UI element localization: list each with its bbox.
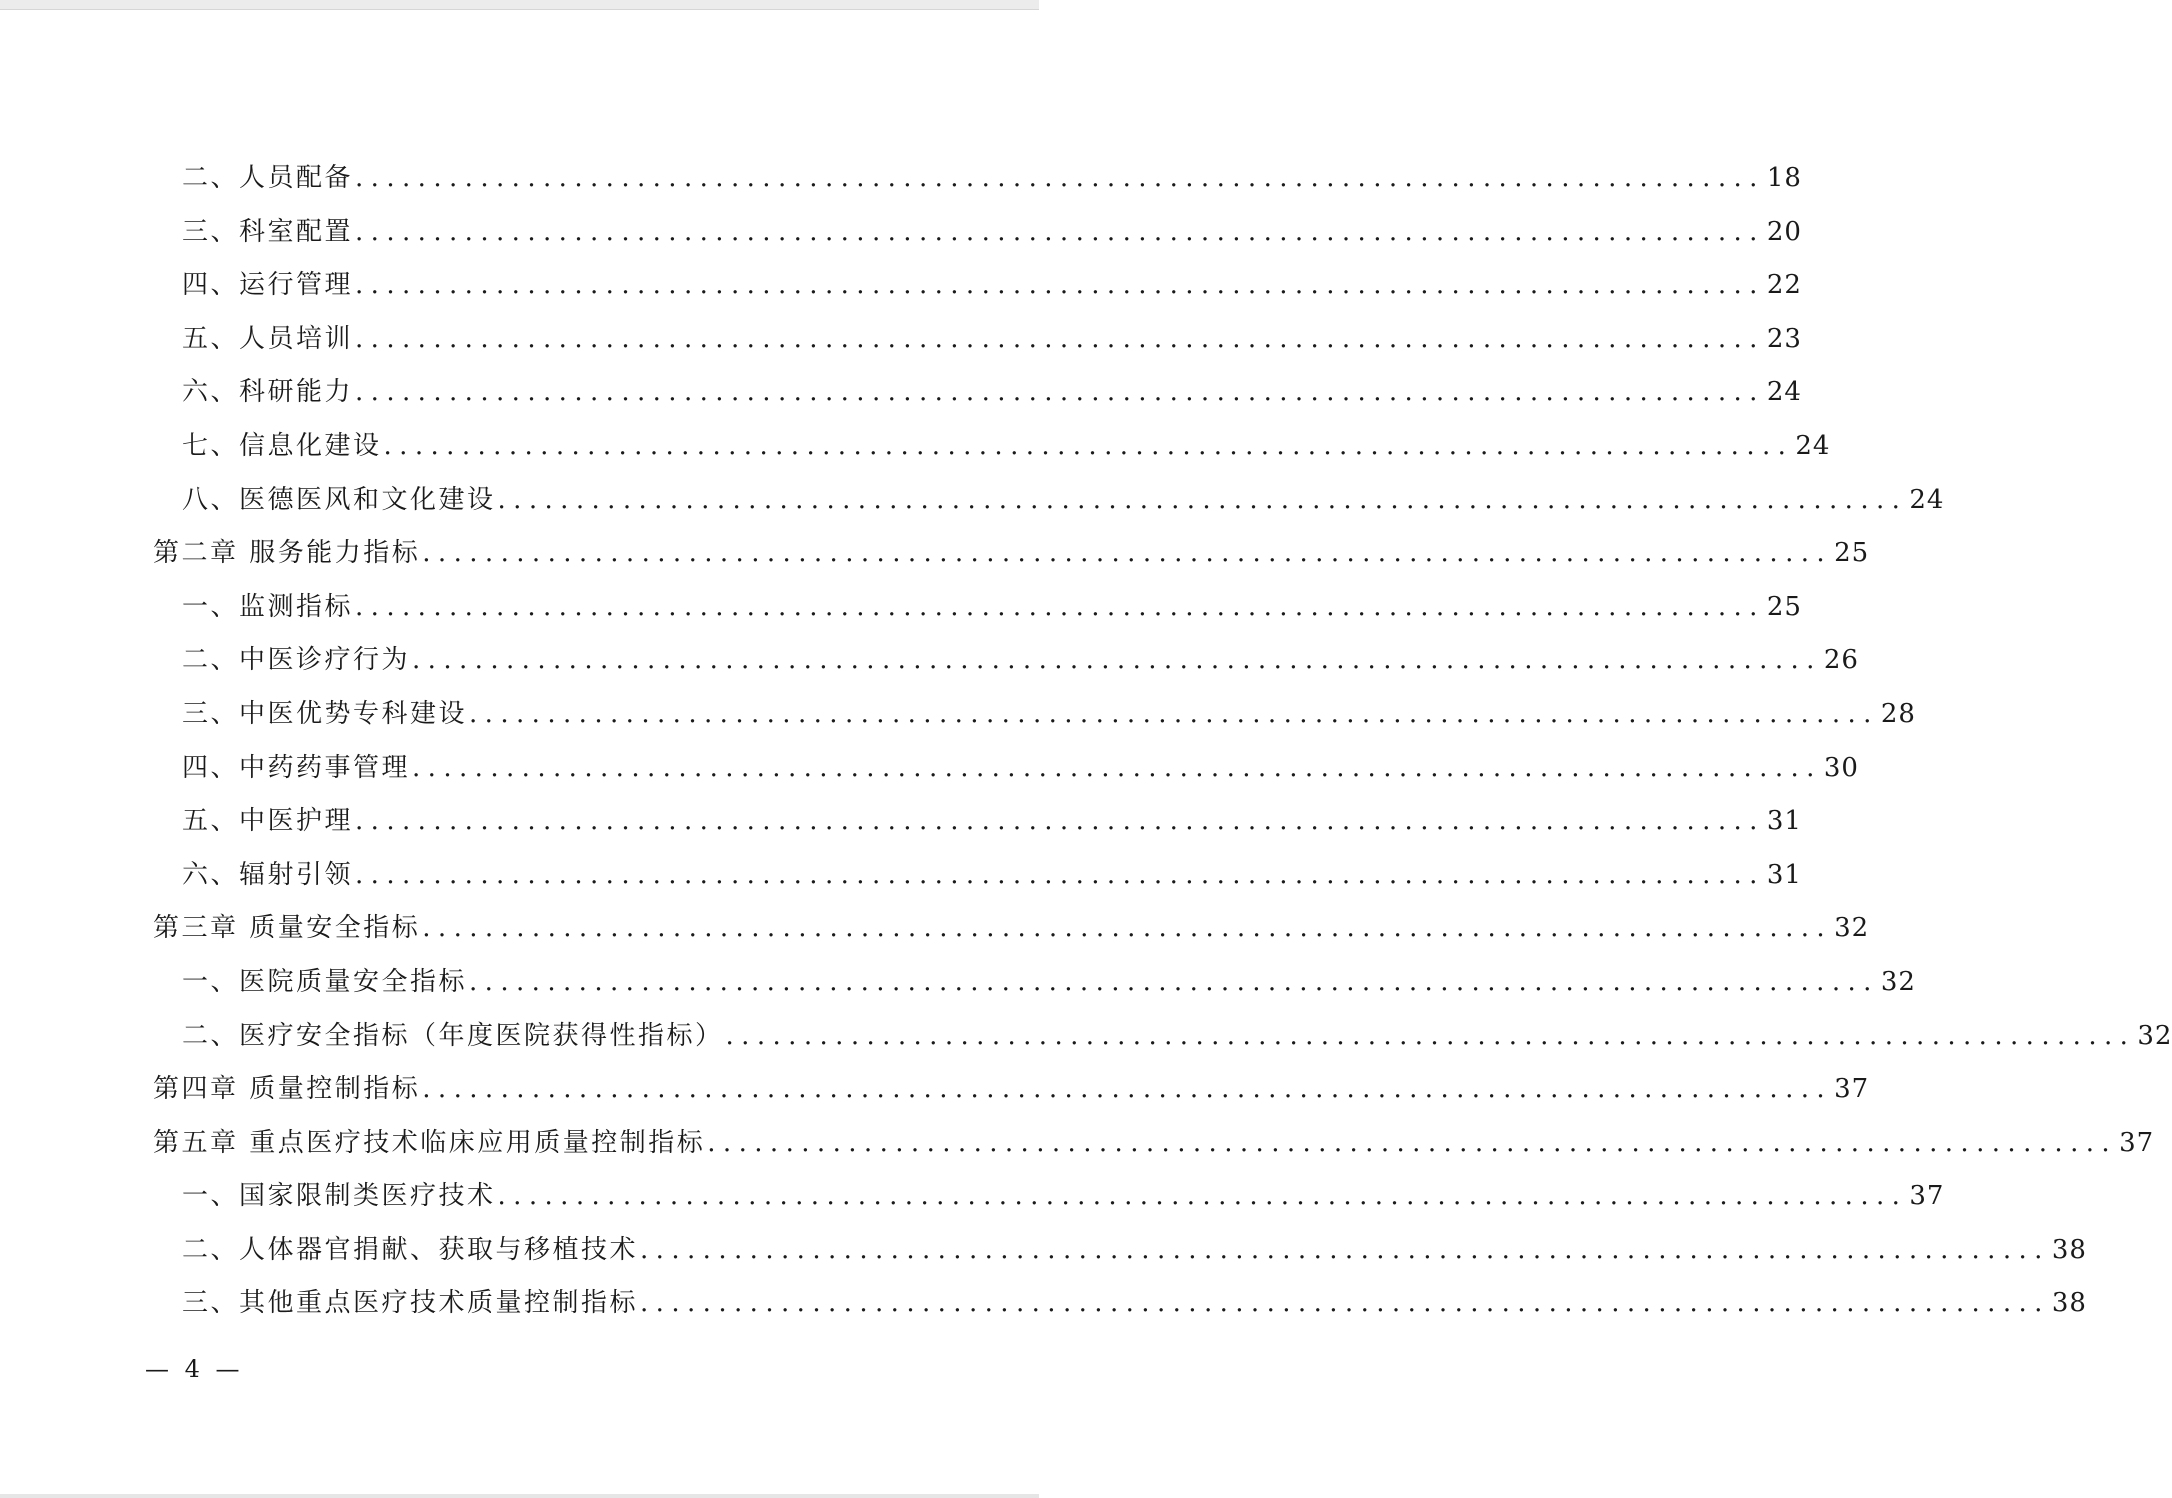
toc-dot-leader: ..........................................................................................: [640, 1288, 2050, 1319]
toc-dot-leader: ..........................................................................................: [355, 806, 1765, 837]
toc-chapter[interactable]: [0, 527, 1870, 581]
toc-entry-page: 22: [1766, 270, 1802, 301]
toc-entry[interactable]: [0, 206, 1802, 260]
viewer-bottom-edge: [0, 1494, 1039, 1498]
toc-dot-leader: ..........................................................................................: [355, 591, 1765, 622]
toc-entry-title: 三、其他重点医疗技术质量控制指标: [182, 1288, 639, 1319]
toc-entry-page: 23: [1766, 323, 1802, 354]
toc-entry-title: 六、辐射引领: [182, 859, 354, 890]
toc-chapter[interactable]: [0, 1063, 1870, 1117]
toc-chapter-title: 第三章 质量安全指标: [153, 913, 421, 944]
toc-entry[interactable]: [0, 1277, 2087, 1331]
toc-entry-page: 31: [1766, 806, 1802, 837]
toc-entry-title: 四、中药药事管理: [182, 752, 411, 783]
toc-chapter-page: 25: [1834, 538, 1870, 569]
toc-entry-page: 25: [1766, 591, 1802, 622]
viewer-top-edge: [0, 0, 1039, 10]
toc-entry-title: 二、医疗安全指标（年度医院获得性指标）: [182, 1020, 724, 1051]
toc-entry-title: 五、人员培训: [182, 323, 354, 354]
toc-dot-leader: ..........................................................................................: [640, 1234, 2050, 1265]
toc-entry[interactable]: [0, 1224, 2087, 1278]
toc-entry-page: 31: [1766, 859, 1802, 890]
toc-entry[interactable]: [0, 1010, 2172, 1064]
toc-entry-page: 32: [2137, 1020, 2172, 1051]
toc-entry-title: 二、人员配备: [182, 163, 354, 193]
toc-entry-title: 五、中医护理: [182, 806, 354, 837]
toc-dot-leader: ..........................................................................................: [469, 698, 1879, 729]
toc-entry[interactable]: [0, 152, 1802, 206]
toc-dot-leader: ..........................................................................................: [355, 377, 1765, 408]
toc-entry-page: 37: [1909, 1181, 1945, 1212]
toc-dot-leader: ..........................................................................................: [412, 645, 1822, 676]
toc-entry[interactable]: [0, 634, 1859, 688]
toc-entry-title: 二、中医诊疗行为: [182, 645, 411, 676]
toc-dot-leader: ..........................................................................................: [707, 1127, 2118, 1158]
toc-entry-page: 24: [1766, 377, 1802, 408]
toc-dot-leader: ..........................................................................................: [725, 1020, 2136, 1051]
toc-entry-page: 24: [1909, 484, 1945, 515]
toc-dot-leader: ..........................................................................................: [355, 859, 1765, 890]
toc-dot-leader: ..........................................................................................: [469, 966, 1879, 997]
toc-entry-page: 28: [1880, 698, 1916, 729]
toc-entry[interactable]: [0, 956, 1916, 1010]
toc-entry-title: 一、国家限制类医疗技术: [182, 1181, 496, 1212]
toc-entry-title: 一、监测指标: [182, 591, 354, 622]
toc-dot-leader: ..........................................................................................: [497, 484, 1908, 515]
toc-chapter[interactable]: [0, 902, 1870, 956]
toc-chapter-page: 32: [1834, 913, 1870, 944]
toc-dot-leader: ..........................................................................................: [422, 913, 1833, 944]
toc-entry[interactable]: [0, 259, 1802, 313]
toc-entry[interactable]: [0, 1170, 1945, 1224]
toc-entry-page: 38: [2051, 1234, 2087, 1265]
toc-chapter[interactable]: [0, 1117, 2155, 1171]
toc-entry-page: 30: [1823, 752, 1859, 783]
toc-entry-title: 八、医德医风和文化建设: [182, 484, 496, 515]
toc-entry[interactable]: [0, 420, 1831, 474]
toc-dot-leader: ..........................................................................................: [422, 538, 1833, 569]
toc-entry[interactable]: [0, 313, 1802, 367]
toc-entry-page: 38: [2051, 1288, 2087, 1319]
toc-chapter-title: 第二章 服务能力指标: [153, 538, 421, 569]
toc-entry-page: 26: [1823, 645, 1859, 676]
toc-dot-leader: ..........................................................................................: [383, 430, 1794, 461]
toc-dot-leader: ..........................................................................................: [355, 216, 1765, 247]
toc-entry[interactable]: [0, 474, 1945, 528]
toc-entry-title: 七、信息化建设: [182, 430, 382, 461]
toc-entry[interactable]: [0, 795, 1802, 849]
toc-chapter-page: 37: [2119, 1127, 2155, 1158]
toc-dot-leader: ..........................................................................................: [422, 1074, 1833, 1105]
toc-entry-page: 18: [1766, 163, 1802, 193]
toc-entry[interactable]: [0, 688, 1916, 742]
toc-dot-leader: ..........................................................................................: [412, 752, 1822, 783]
toc-entry[interactable]: [0, 742, 1859, 796]
toc-dot-leader: ..........................................................................................: [355, 270, 1765, 301]
toc-entry-title: 三、科室配置: [182, 216, 354, 247]
table-of-contents: [0, 152, 2172, 1331]
toc-entry[interactable]: [0, 849, 1802, 903]
toc-entry-page: 20: [1766, 216, 1802, 247]
toc-entry-page: 24: [1795, 430, 1831, 461]
toc-entry-page: 32: [1880, 966, 1916, 997]
toc-entry[interactable]: [0, 581, 1802, 635]
toc-entry-title: 三、中医优势专科建设: [182, 698, 468, 729]
toc-entry[interactable]: [0, 366, 1802, 420]
toc-chapter-title: 第五章 重点医疗技术临床应用质量控制指标: [153, 1127, 706, 1158]
toc-entry-title: 一、医院质量安全指标: [182, 966, 468, 997]
toc-dot-leader: ..........................................................................................: [355, 323, 1765, 354]
toc-chapter-title: 第四章 质量控制指标: [153, 1074, 421, 1105]
toc-entry-title: 四、运行管理: [182, 270, 354, 301]
toc-entry-title: 二、人体器官捐献、获取与移植技术: [182, 1234, 639, 1265]
toc-chapter-page: 37: [1834, 1074, 1870, 1105]
page-number: — 4 —: [145, 1355, 244, 1383]
toc-dot-leader: ..........................................................................................: [355, 163, 1765, 193]
toc-dot-leader: ..........................................................................................: [497, 1181, 1908, 1212]
toc-entry-title: 六、科研能力: [182, 377, 354, 408]
